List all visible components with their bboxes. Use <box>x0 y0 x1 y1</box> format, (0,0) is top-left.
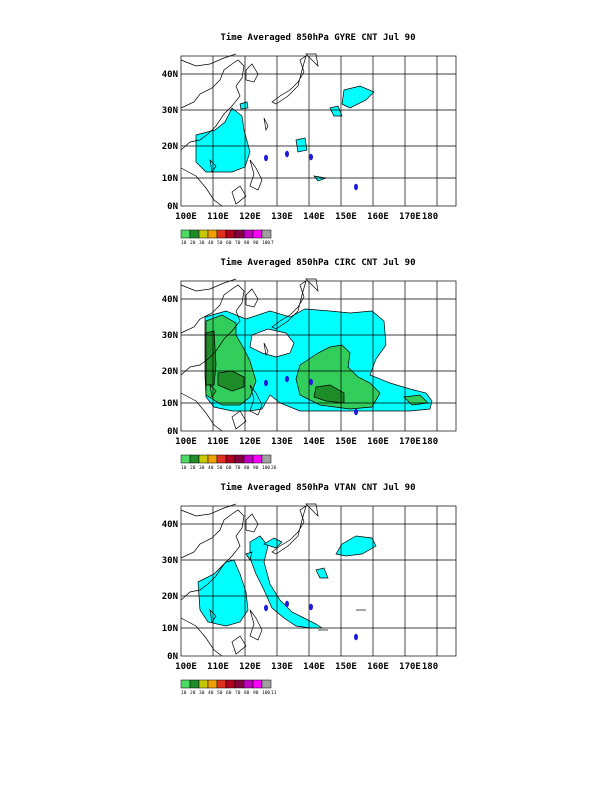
colorbar-label: 11 <box>271 691 277 696</box>
colorbar-label: 70 <box>235 691 241 696</box>
colorbar-label: 7 <box>271 241 274 246</box>
station-markers <box>264 151 358 190</box>
colorbar-swatch <box>190 680 199 688</box>
x-tick: 160E <box>367 212 389 222</box>
colorbar-label: 10 <box>181 241 187 246</box>
x-tick: 130E <box>271 212 293 222</box>
colorbar-label: 90 <box>253 241 259 246</box>
x-tick: 100E <box>175 212 197 222</box>
x-tick: 170E <box>399 437 421 447</box>
y-tick: 40N <box>161 70 178 80</box>
y-tick: 0N <box>167 202 178 212</box>
panel-title: Time Averaged 850hPa VTAN CNT Jul 90 <box>220 483 416 493</box>
colorbar <box>181 680 277 696</box>
x-tick: 120E <box>239 662 261 672</box>
y-tick: 20N <box>161 592 178 602</box>
colorbar-label: 50 <box>217 241 223 246</box>
panel-title: Time Averaged 850hPa GYRE CNT Jul 90 <box>220 33 416 43</box>
colorbar-label: 80 <box>244 241 250 246</box>
colorbar-label: 60 <box>226 691 232 696</box>
colorbar-label: 20 <box>190 466 196 471</box>
colorbar-label: 40 <box>208 241 214 246</box>
x-tick: 120E <box>239 437 261 447</box>
y-tick: 10N <box>161 174 178 184</box>
x-tick-labels <box>175 662 438 672</box>
colorbar-swatch <box>217 680 226 688</box>
y-tick: 30N <box>161 106 178 116</box>
x-tick: 180 <box>421 437 439 447</box>
y-tick: 40N <box>161 295 178 305</box>
colorbar-label: 26 <box>271 466 277 471</box>
y-tick: 10N <box>161 399 178 409</box>
x-tick: 100E <box>175 662 197 672</box>
contour-fill <box>198 536 376 628</box>
x-tick: 120E <box>239 212 261 222</box>
map-plot <box>0 0 612 250</box>
colorbar-label: 100 <box>262 241 271 246</box>
x-tick-labels <box>175 212 438 222</box>
colorbar-label: 80 <box>244 466 250 471</box>
y-tick-labels <box>162 70 178 212</box>
x-tick: 150E <box>335 662 357 672</box>
x-tick: 110E <box>207 662 229 672</box>
colorbar-label: 10 <box>181 691 187 696</box>
colorbar-label: 30 <box>199 466 205 471</box>
x-tick: 170E <box>399 212 421 222</box>
colorbar-label: 90 <box>253 466 259 471</box>
colorbar-label: 60 <box>226 241 232 246</box>
y-tick: 40N <box>161 520 178 530</box>
colorbar-swatch <box>244 680 253 688</box>
colorbar-label: 10 <box>181 466 187 471</box>
colorbar-label: 40 <box>208 691 214 696</box>
colorbar-swatch <box>208 680 217 688</box>
x-tick: 100E <box>175 437 197 447</box>
y-tick: 10N <box>161 624 178 634</box>
y-tick: 0N <box>167 652 178 662</box>
panel-title: Time Averaged 850hPa CIRC CNT Jul 90 <box>220 258 416 268</box>
colorbar-swatch <box>181 680 190 688</box>
colorbar-label: 20 <box>190 691 196 696</box>
colorbar-swatch <box>226 680 235 688</box>
colorbar-label: 40 <box>208 466 214 471</box>
x-tick: 110E <box>207 212 229 222</box>
colorbar-swatch <box>199 680 208 688</box>
x-tick: 150E <box>335 437 357 447</box>
x-tick-labels <box>175 437 438 447</box>
x-tick: 180 <box>421 662 439 672</box>
y-tick: 30N <box>161 556 178 566</box>
x-tick: 180 <box>421 212 439 222</box>
x-tick: 130E <box>271 662 293 672</box>
colorbar-swatch <box>235 680 244 688</box>
y-tick-labels <box>162 295 178 437</box>
x-tick: 160E <box>367 662 389 672</box>
colorbar-label: 70 <box>235 241 241 246</box>
y-tick: 20N <box>161 367 178 377</box>
colorbar-swatch <box>262 680 271 688</box>
coastlines <box>181 54 318 206</box>
colorbar-swatch <box>253 680 262 688</box>
contour-fill <box>196 86 374 181</box>
y-tick: 20N <box>161 142 178 152</box>
colorbar-label: 100 <box>262 466 271 471</box>
colorbar-label: 100 <box>262 691 271 696</box>
x-tick: 150E <box>335 212 357 222</box>
y-tick: 30N <box>161 331 178 341</box>
colorbar-label: 20 <box>190 241 196 246</box>
x-tick: 160E <box>367 437 389 447</box>
map-plot <box>0 225 612 475</box>
x-tick: 140E <box>303 437 325 447</box>
colorbar-label: 90 <box>253 691 259 696</box>
x-tick: 170E <box>399 662 421 672</box>
colorbar-label: 80 <box>244 691 250 696</box>
contour-fill <box>205 309 432 411</box>
y-tick-labels <box>162 520 178 662</box>
y-tick: 0N <box>167 427 178 437</box>
x-tick: 140E <box>303 212 325 222</box>
colorbar-label: 50 <box>217 466 223 471</box>
x-tick: 130E <box>271 437 293 447</box>
colorbar-label: 30 <box>199 691 205 696</box>
colorbar-label: 50 <box>217 691 223 696</box>
x-tick: 140E <box>303 662 325 672</box>
colorbar-label: 60 <box>226 466 232 471</box>
colorbar-label: 30 <box>199 241 205 246</box>
x-tick: 110E <box>207 437 229 447</box>
map-plot <box>0 450 612 700</box>
colorbar-label: 70 <box>235 466 241 471</box>
